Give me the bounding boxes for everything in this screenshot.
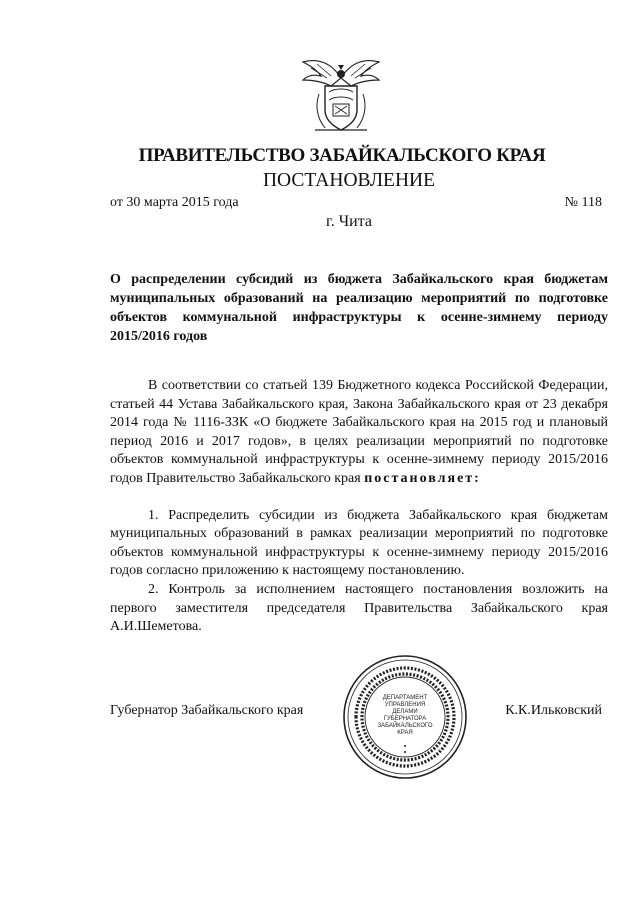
- stamp-line-5: ЗАБАЙКАЛЬСКОГО: [377, 723, 433, 729]
- item-2-paragraph: 2. Контроль за исполнением настоящего постановления возложить на первого заместителя председателя Правительства Забайкальского края А.И.Шеметова.: [110, 581, 608, 635]
- stamp-line-1: ДЕПАРТАМЕНТ: [382, 695, 428, 701]
- official-stamp-icon: [342, 654, 468, 780]
- government-name: ПРАВИТЕЛЬСТВО ЗАБАЙКАЛЬСКОГО КРАЯ: [138, 145, 546, 166]
- coat-of-arms-icon: [297, 48, 385, 140]
- preamble-paragraph: [110, 377, 608, 489]
- stamp-line-4: ГУБЕРНАТОРА: [383, 716, 427, 722]
- stamp-line-6: КРАЯ: [397, 730, 413, 736]
- document-number: № 118: [564, 195, 602, 210]
- document-title: О распределении субсидий из бюджета Забайкальского края бюджетам муниципальных образований на реализацию мероприятий по подготовке объектов коммунальной инфраструктуры к осенне-зимнему периоду 2015/2016 годов: [110, 272, 608, 344]
- item-1-paragraph: 1. Распределить субсидии из бюджета Забайкальского края бюджетам муниципальных образований в рамках реализации мероприятий по подготовке объектов коммунальной инфраструктуры к осенне-зимнему периоду 2015/2016 годов согласно приложению к настоящему постановлению.: [110, 507, 608, 579]
- document-date: от 30 марта 2015 года: [110, 195, 239, 210]
- stamp-line-3: ДЕЛАМИ: [392, 709, 418, 715]
- resolves-word: постановляет:: [364, 470, 481, 486]
- stamp-line-2: УПРАВЛЕНИЯ: [384, 702, 426, 708]
- document-city: г. Чита: [325, 213, 372, 230]
- document-body: [110, 377, 608, 637]
- preamble-text: В соответствии со статьей 139 Бюджетного кодекса Российской Федерации, статьей 44 Устава Забайкальского края, Закона Забайкальского края от 23 декабря 2014 года № 1116-ЗЗК «О бюджете Забайкальского края на 2015 год и плановый период 2016 и 2017 годов», в целях реализации мероприятий по подготовке объектов коммунальной инфраструктуры к осенне-зимнему периоду 2015/2016 годов Правительство Забайкальского края: [110, 378, 608, 486]
- signatory-position: Губернатор Забайкальского края: [110, 703, 304, 718]
- document-type: ПОСТАНОВЛЕНИЕ: [262, 170, 436, 191]
- signatory-name: К.К.Ильковский: [505, 703, 602, 718]
